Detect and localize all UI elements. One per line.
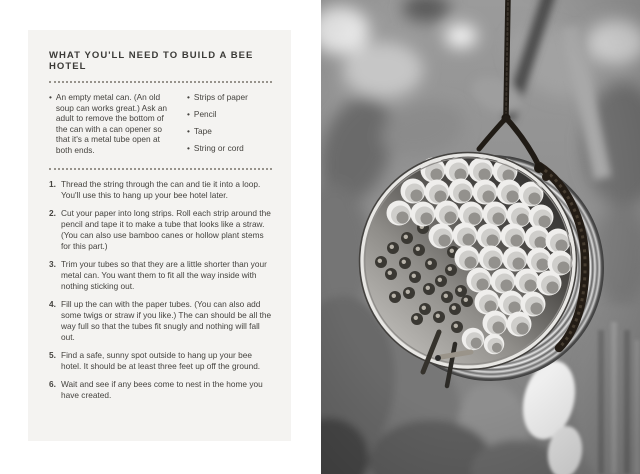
step-item xyxy=(49,208,272,252)
step-text: Thread the string through the can and tie it into a loop. You'll use this to hang up your bee hotel later. xyxy=(61,179,261,200)
list-item xyxy=(187,126,272,137)
step-item xyxy=(49,299,272,343)
step-number: 4. xyxy=(49,299,56,309)
step-text: Wait and see if any bees come to nest in the home you have created. xyxy=(61,379,263,400)
list-item xyxy=(49,92,175,155)
materials-list xyxy=(49,92,272,160)
bullet-marker: • xyxy=(187,92,190,102)
bullet-marker: • xyxy=(49,92,52,102)
page-title: WHAT YOU'LL NEED TO BUILD A BEE HOTEL xyxy=(49,50,254,72)
step-number: 3. xyxy=(49,259,56,269)
materials-column-left xyxy=(49,92,175,160)
bee-hotel-photo xyxy=(321,0,640,474)
step-item xyxy=(49,350,272,372)
bullet-marker: • xyxy=(187,143,190,153)
list-item xyxy=(187,109,272,120)
step-item xyxy=(49,179,272,201)
instructions-panel xyxy=(28,30,291,441)
step-number: 1. xyxy=(49,179,56,189)
dotted-divider-top xyxy=(49,81,272,83)
step-item xyxy=(49,259,272,292)
step-number: 2. xyxy=(49,208,56,218)
dotted-divider-bottom xyxy=(49,168,272,170)
material-text: String or cord xyxy=(193,143,244,153)
list-item xyxy=(187,92,272,103)
step-text: Cut your paper into long strips. Roll each strip around the pencil and tape it to make a tube that looks like a straw. (You can also use bamboo canes or hollow plant stems for this part.) xyxy=(61,208,271,251)
materials-column-right xyxy=(187,92,272,160)
step-number: 5. xyxy=(49,350,56,360)
step-text: Trim your tubes so that they are a little shorter than your metal can. You want them to fit all the way inside with nothing sticking out. xyxy=(61,259,267,291)
instruction-steps xyxy=(49,179,272,401)
list-item xyxy=(187,143,272,154)
step-text: Fill up the can with the paper tubes. (You can also add some twigs or straw if you like.) The can should be all the way full so that the tubes fit snugly and nothing will fall out. xyxy=(61,299,272,342)
material-text: Strips of paper xyxy=(193,92,248,102)
step-item xyxy=(49,379,272,401)
bullet-marker: • xyxy=(187,126,190,136)
material-text: Pencil xyxy=(193,109,217,119)
step-text: Find a safe, sunny spot outside to hang up your bee hotel. It should be at least three feet up off the ground. xyxy=(61,350,261,371)
step-number: 6. xyxy=(49,379,56,389)
material-text: Tape xyxy=(193,126,212,136)
photo-vignette xyxy=(321,0,640,474)
material-text: An empty metal can. (An old soup can works great.) Ask an adult to remove the bottom of the can with a can opener so that it's a metal tube open at both ends. xyxy=(55,92,168,155)
bullet-marker: • xyxy=(187,109,190,119)
